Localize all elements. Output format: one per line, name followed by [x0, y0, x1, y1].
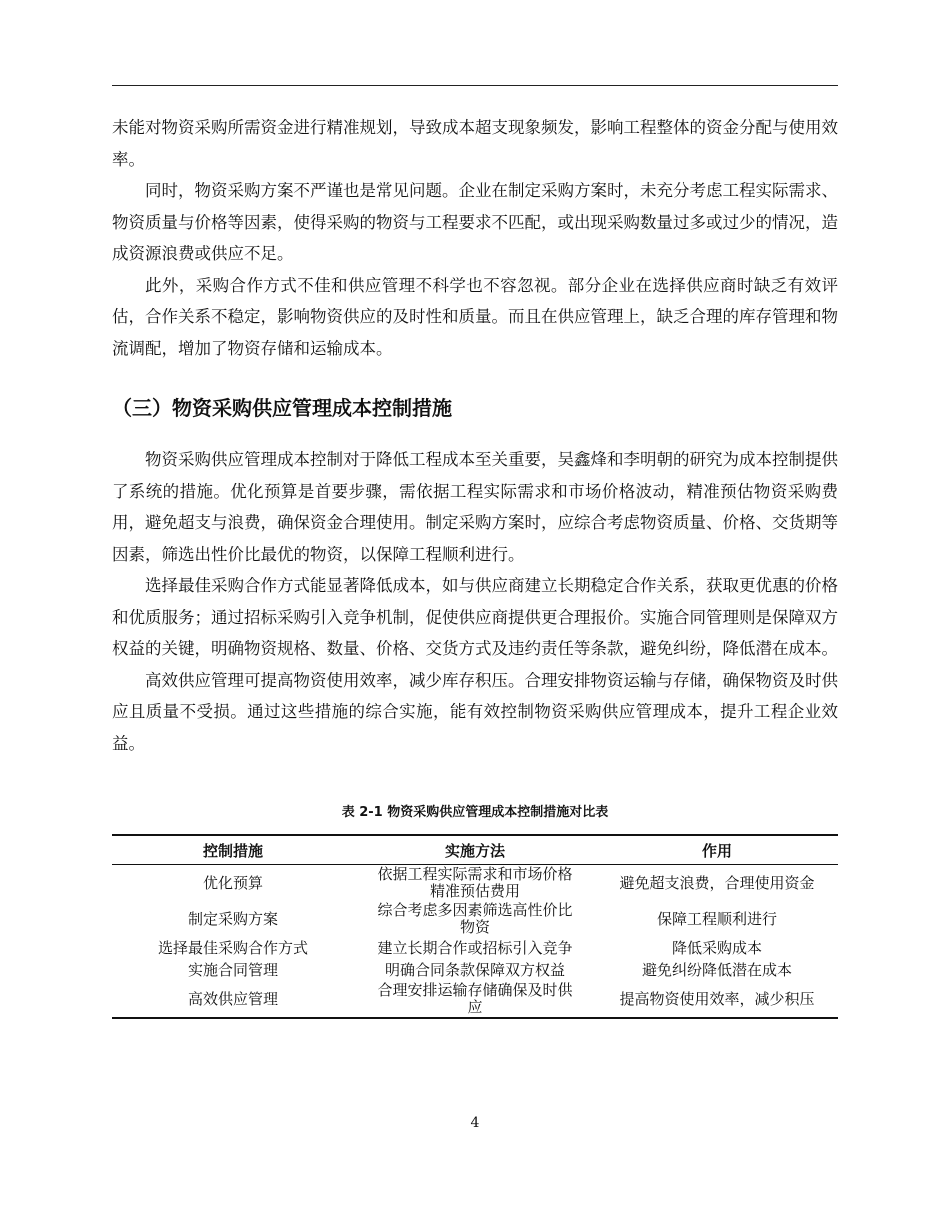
table-cell: 保障工程顺利进行: [656, 909, 777, 928]
table-cell: 实施合同管理: [187, 960, 278, 979]
page-number: 4: [470, 1115, 480, 1131]
table-cell: 避免纠纷降低潜在成本: [641, 960, 792, 979]
table-row: [112, 959, 838, 981]
paragraph: 高效供应管理可提高物资使用效率，减少库存积压。合理安排物资运输与存储，确保物资及时供应且质量不受损。通过这些措施的综合实施，能有效控制物资采购供应管理成本，提升工程企业效益。: [112, 670, 838, 753]
table-cell: 明确合同条款保障双方权益: [384, 960, 565, 979]
paragraph: 未能对物资采购所需资金进行精准规划，导致成本超支现象频发，影响工程整体的资金分配与使用效率。: [112, 118, 838, 169]
table-cell: 选择最佳采购合作方式: [157, 938, 308, 957]
table-cell: 制定采购方案: [187, 909, 278, 928]
header-rule: [112, 85, 838, 86]
paragraph: 物资采购供应管理成本控制对于降低工程成本至关重要，吴鑫烽和李明朝的研究为成本控制提供了系统的措施。优化预算是首要步骤，需依据工程实际需求和市场价格波动，精准预估物资采购费用，避免超支与浪费，确保资金合理使用。制定采购方案时，应综合考虑物资质量、价格、交货期等因素，筛选出性价比最优的物资，以保障工程顺利进行。: [112, 450, 838, 564]
table-cell: 综合考虑多因素筛选高性价比物资: [377, 901, 573, 936]
column-header-effect: 作用: [701, 841, 732, 860]
column-header-method: 实施方法: [444, 841, 505, 860]
table-caption: 表 2-1 物资采购供应管理成本控制措施对比表: [341, 805, 609, 820]
table-cell: 高效供应管理: [187, 989, 278, 1008]
table-header-row: [112, 835, 838, 865]
table-cell: 提高物资使用效率，减少积压: [619, 989, 815, 1008]
table-cell: 降低采购成本: [671, 938, 762, 957]
column-header-measure: 控制措施: [202, 841, 263, 860]
table-cell: 依据工程实际需求和市场价格精准预估费用: [377, 865, 573, 900]
table-row: [112, 981, 838, 1018]
table-row: [112, 937, 838, 959]
section-heading: （三）物资采购供应管理成本控制措施: [112, 396, 452, 420]
table-row: [112, 865, 838, 902]
body-text-top: [112, 112, 838, 364]
table-cell: 建立长期合作或招标引入竞争: [377, 938, 573, 957]
table-row: [112, 901, 838, 937]
paragraph: 选择最佳采购合作方式能显著降低成本，如与供应商建立长期稳定合作关系，获取更优惠的价格和优质服务；通过招标采购引入竞争机制，促使供应商提供更合理报价。实施合同管理则是保障双方权益的关键，明确物资规格、数量、价格、交货方式及违约责任等条款，避免纠纷，降低潜在成本。: [112, 576, 838, 658]
paragraph: 同时，物资采购方案不严谨也是常见问题。企业在制定采购方案时，未充分考虑工程实际需求、物资质量与价格等因素，使得采购的物资与工程要求不匹配，或出现采购数量过多或过少的情况，造成资源浪费或供应不足。: [112, 181, 838, 263]
paragraph: 此外，采购合作方式不佳和供应管理不科学也不容忽视。部分企业在选择供应商时缺乏有效评估，合作关系不稳定，影响物资供应的及时性和质量。而且在供应管理上，缺乏合理的库存管理和物流调配，增加了物资存储和运输成本。: [112, 275, 838, 358]
table-cell: 避免超支浪费，合理使用资金: [619, 873, 815, 892]
table-cell: 优化预算: [202, 873, 263, 892]
comparison-table: [112, 834, 838, 1019]
table-cell: 合理安排运输存储确保及时供应: [377, 981, 573, 1016]
body-text-section: [112, 444, 838, 759]
